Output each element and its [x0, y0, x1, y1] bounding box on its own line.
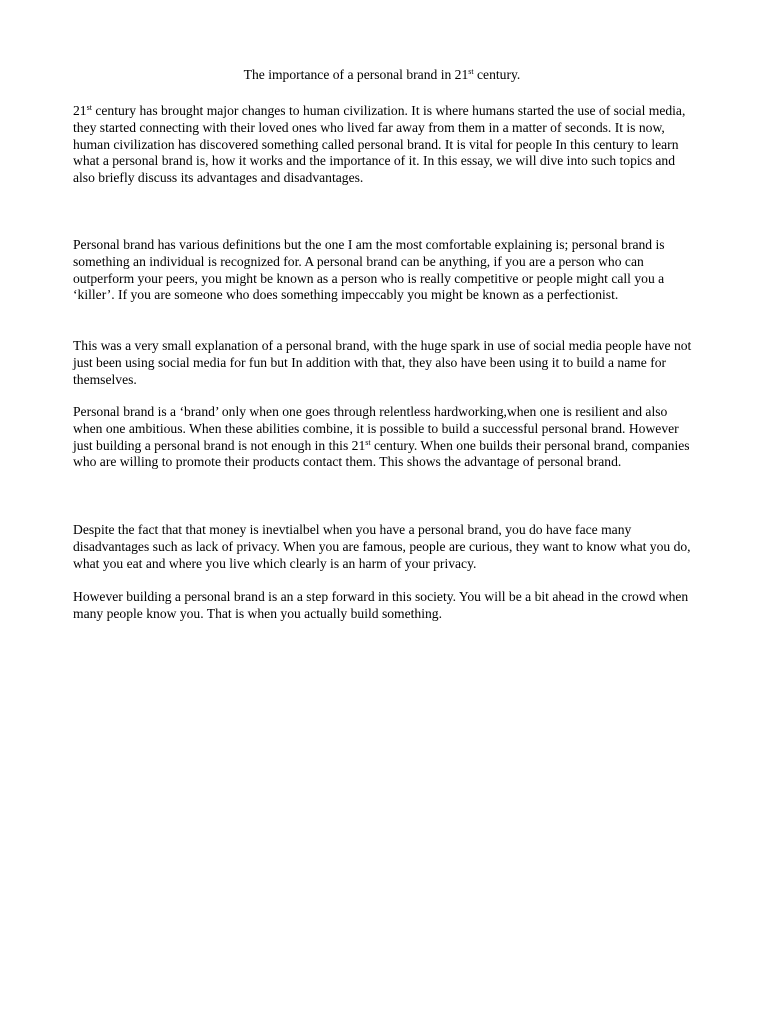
document-title: [0, 67, 764, 84]
intro-lead-number: 21: [73, 103, 87, 118]
paragraph-introduction: [73, 103, 698, 187]
advantages-ordinal-suffix: st: [365, 437, 371, 447]
title-text-end: century.: [473, 67, 521, 82]
intro-ordinal-suffix: st: [86, 103, 92, 112]
paragraph-social-media: This was a very small explanation of a personal brand, with the huge spark in use of social media people have not just been using social media for fun but In addition with that, they also have been using it to build a name for themselves.: [73, 338, 692, 387]
paragraph-advantages: [73, 404, 698, 471]
paragraph-definition: Personal brand has various definitions but the one I am the most comfortable explaining is; personal brand is something an individual is recognized for. A personal brand can be anything, if you are a person who can outperform your peers, you might be known as a person who is really competitive or people might call you a ‘killer’. If you are someone who does something impeccably you might be known as a perfectionist.: [73, 237, 665, 303]
title-text-start: The importance of a personal brand in 21: [243, 67, 469, 82]
paragraph-conclusion: However building a personal brand is an a step forward in this society. You will be a bit ahead in the crowd when many people know you. That is when you actually build something.: [73, 589, 689, 621]
intro-text: century has brought major changes to human civilization. It is where humans started the use of social media, they started connecting with their loved ones who lived far away from them in a matter of seconds. It is now, human civilization has discovered something called personal brand. It is vital for people In this century to learn what a personal brand is, how it works and the importance of it. In this essay, we will dive into such topics and also briefly discuss its advantages and disadvantages.: [73, 103, 686, 186]
advantages-text-end: century. When one builds their personal brand, companies who are willing to promote their products contact them. This shows the advantage of personal brand.: [73, 437, 690, 470]
title-ordinal-suffix: st: [468, 67, 474, 76]
paragraph-disadvantages: Despite the fact that that money is inevtialbel when you have a personal brand, you do have face many disadvantages such as lack of privacy. When you are famous, people are curious, they want to know what you do, what you eat and where you live which clearly is an harm of your privacy.: [73, 522, 691, 571]
advantages-text-start: Personal brand is a ‘brand’ only when one goes through relentless hardworking,when one is resilient and also when one ambitious. When these abilities combine, it is possible to build a successful personal brand. However just building a personal brand is not enough in this 21: [73, 404, 679, 453]
